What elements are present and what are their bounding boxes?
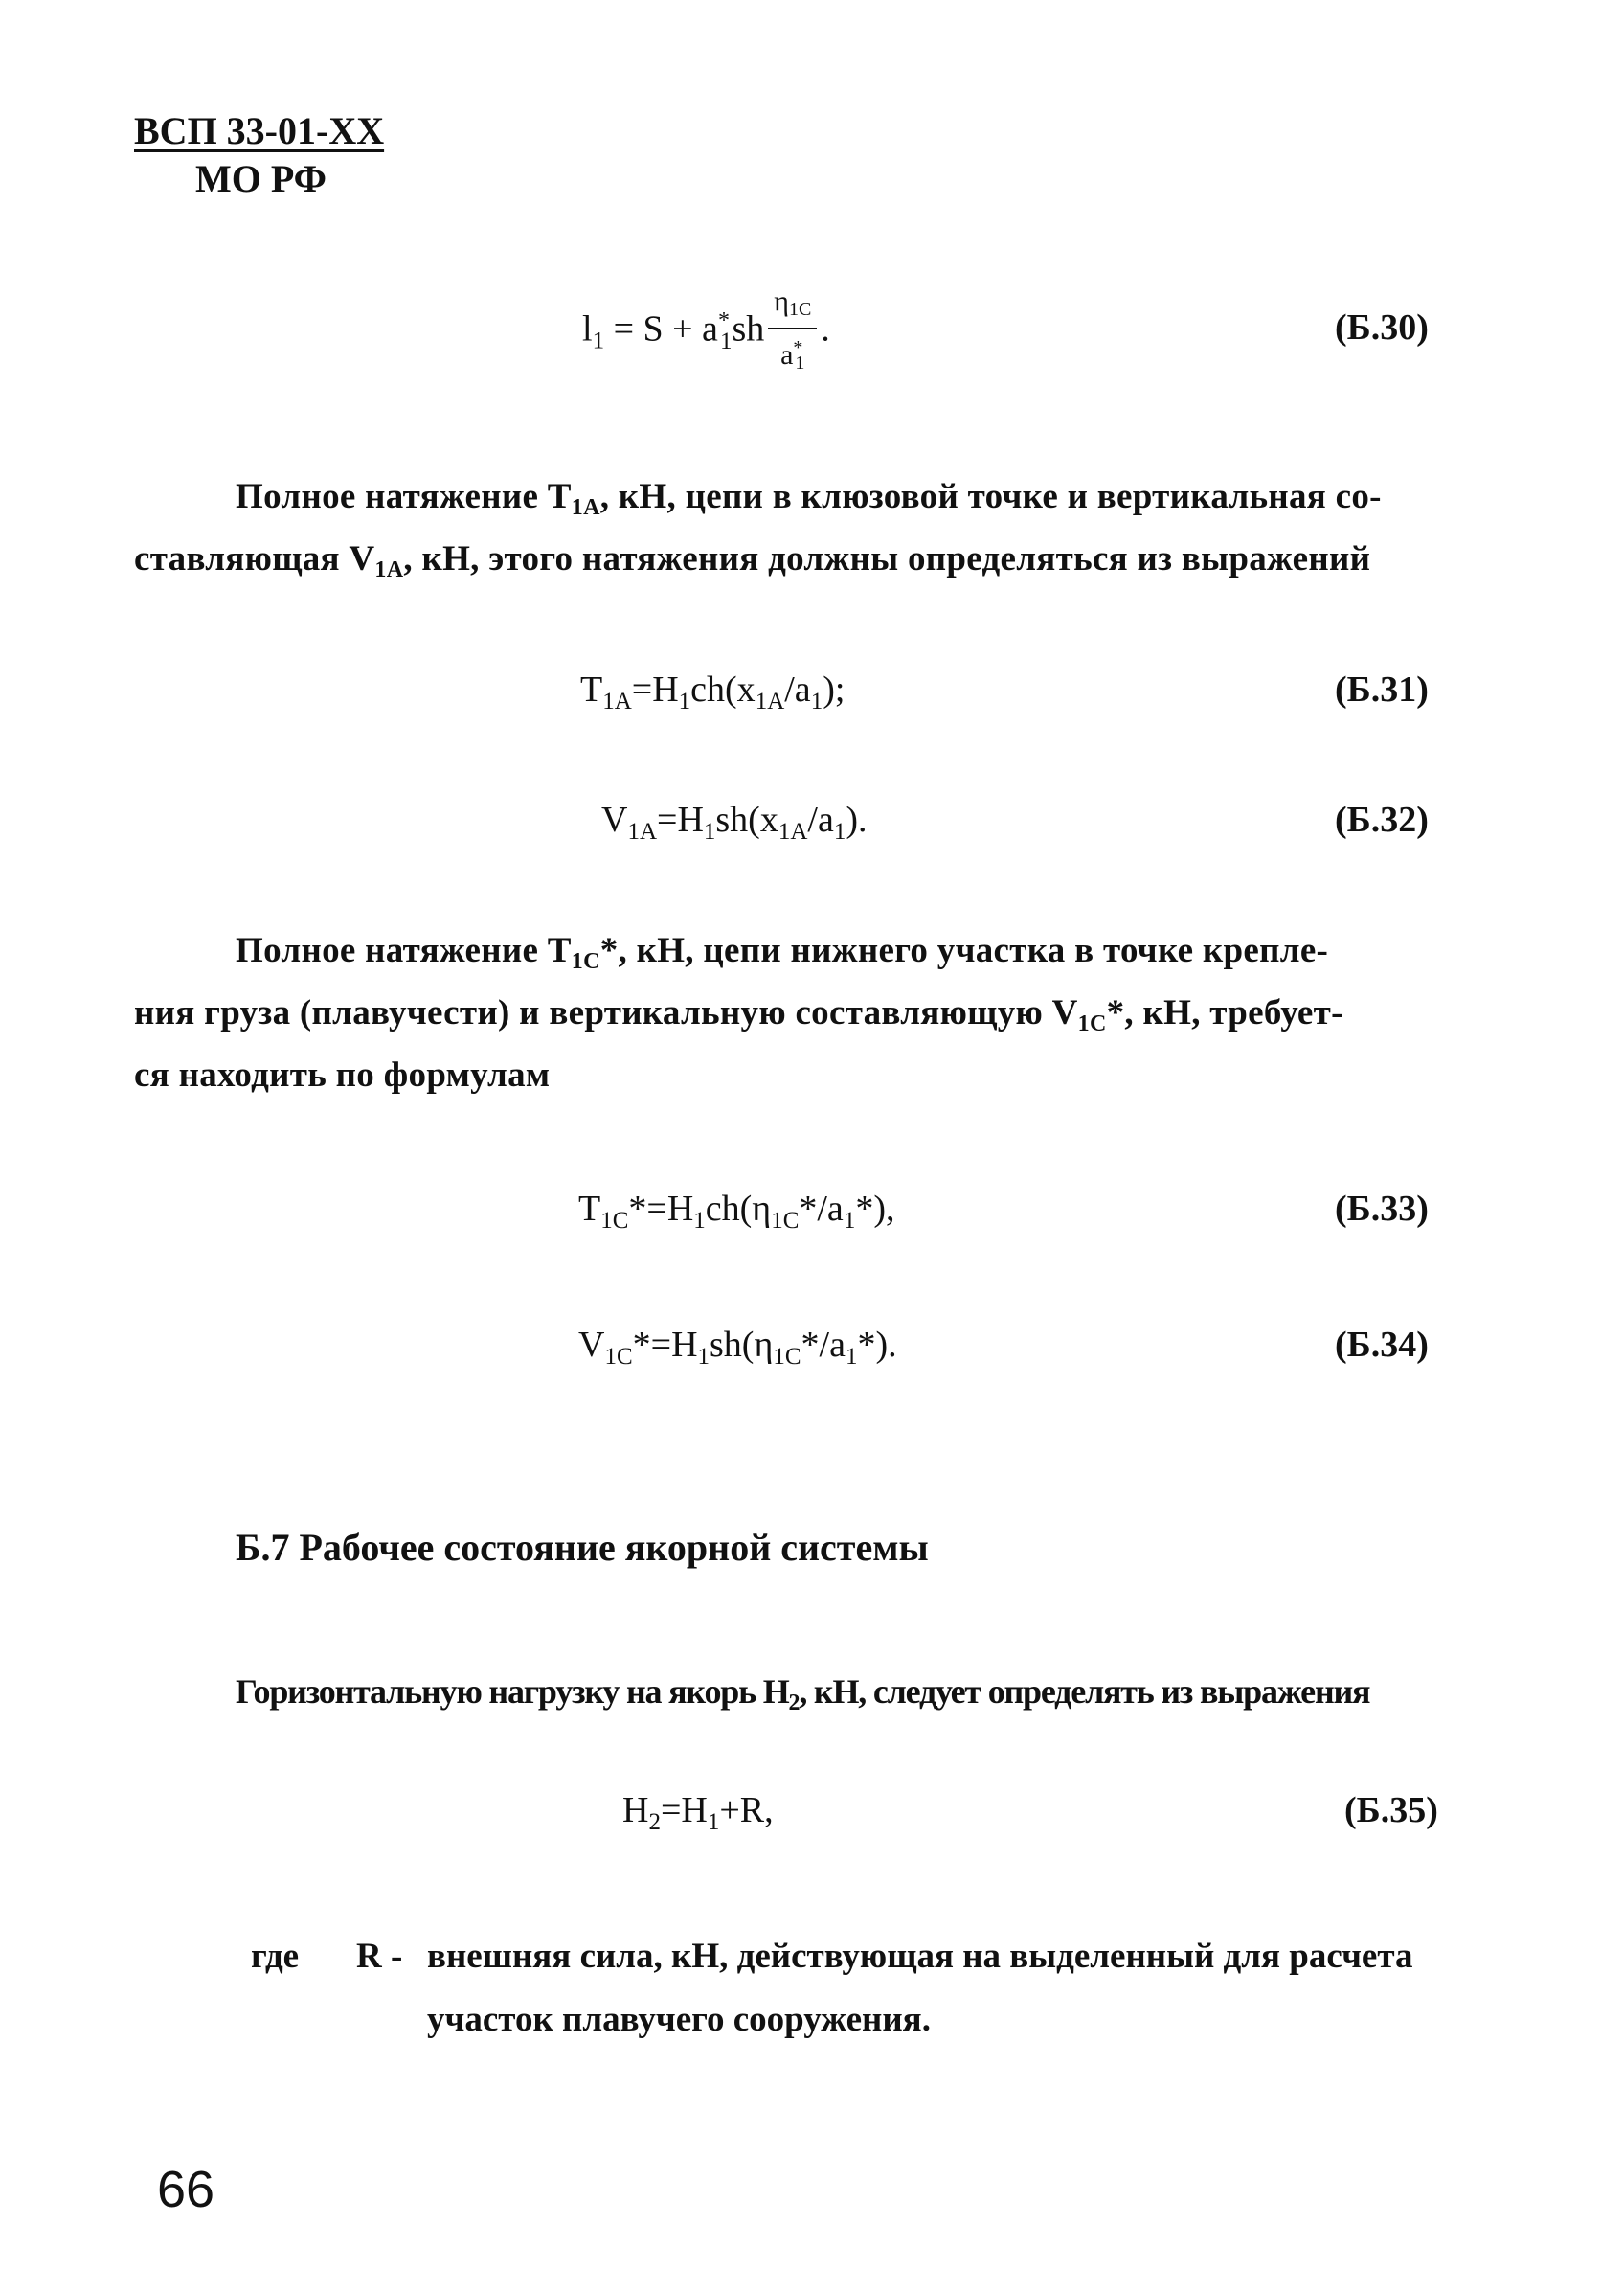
where-definition: внешняя сила, кН, действующая на выделенный для расчета участок плавучего сооружения. [427, 1937, 1413, 2039]
equation-b33: $T_{1C}*=H_1ch(\eta_{1C}*/a_1*)$, [578, 1189, 895, 1234]
document-header [134, 107, 384, 203]
paragraph-tension-lower-section: Полное натяжение $T_{1C}*$, кН, цепи нижнего участка в точке крепле- ния груза (плавучести) и вертикальную составляющую $V_{1C}*$, кН, требует- ся находить по формулам [134, 931, 1343, 1095]
equation-number-b32: (Б.32) [1335, 800, 1429, 840]
document-organization: МО РФ [195, 157, 327, 200]
where-label: где [251, 1937, 300, 1976]
equation-number-b34: (Б.34) [1335, 1325, 1429, 1365]
document-code: ВСП 33-01-XX [134, 109, 385, 152]
where-symbol: R - [356, 1937, 403, 1976]
equation-b30: $l_1 = S + a^*_1sh$ $\frac{\eta_{1C}}{a^*_1}$ . [582, 285, 830, 379]
equation-b31: $T_{1A}=H_1ch(x_{1A}/a_1)$; [580, 669, 846, 715]
section-heading: Б.7 Рабочее состояние якорной системы [236, 1526, 929, 1569]
equation-number-b35: (Б.35) [1344, 1790, 1438, 1830]
equation-b32: $V_{1A}=H_1sh(x_{1A}/a_1)$. [601, 800, 868, 845]
equation-number-b31: (Б.31) [1335, 669, 1429, 710]
equation-b35: $H_2=H_1+R$, [622, 1790, 774, 1835]
paragraph-tension-hawse-point: Полное натяжение $T_{1A}$, кН, цепи в клюзовой точке и вертикальная со- ставляющая $V_{1A}$, кН, этого натяжения должны определяться из выражений [134, 477, 1382, 582]
equation-b34: $V_{1C}*=H_1sh(\eta_{1C}*/a_1*)$. [578, 1325, 897, 1370]
equation-b30-fraction: $\frac{\eta_{1C}}{a^*_1}$ [768, 285, 817, 379]
equation-number-b30: (Б.30) [1335, 307, 1429, 348]
equation-number-b33: (Б.33) [1335, 1189, 1429, 1229]
paragraph-horizontal-load: Горизонтальную нагрузку на якорь $H_2$, кН, следует определять из выражения [236, 1672, 1370, 1715]
page-number: 66 [157, 2161, 215, 2218]
